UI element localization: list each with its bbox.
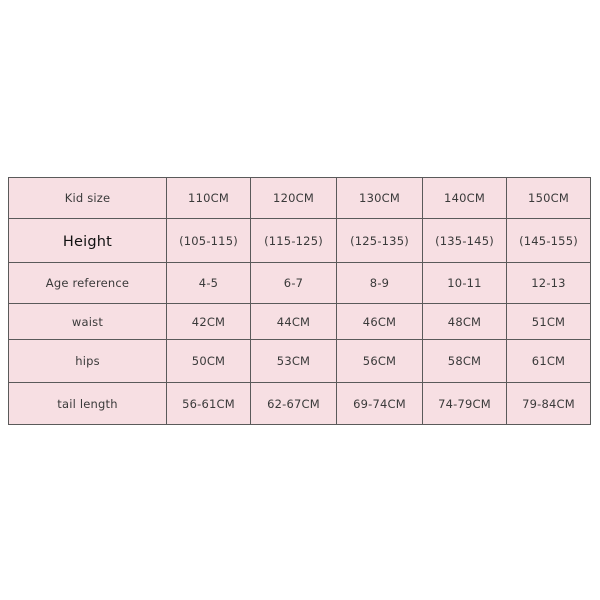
table-cell: (115-125) — [251, 219, 337, 263]
row-label-kid-size: Kid size — [9, 178, 167, 219]
table-cell: 44CM — [251, 304, 337, 340]
row-label-tail-length: tail length — [9, 383, 167, 425]
table-cell: (125-135) — [337, 219, 423, 263]
table-cell: 8-9 — [337, 263, 423, 304]
table-cell: 50CM — [167, 340, 251, 383]
table-cell: 140CM — [423, 178, 507, 219]
table-cell: (135-145) — [423, 219, 507, 263]
table-cell: 62-67CM — [251, 383, 337, 425]
table-cell: 58CM — [423, 340, 507, 383]
table-cell: 46CM — [337, 304, 423, 340]
table-row-age-reference — [9, 263, 591, 304]
table-cell: 53CM — [251, 340, 337, 383]
table-cell: 79-84CM — [507, 383, 591, 425]
table-cell: (145-155) — [507, 219, 591, 263]
table-cell: 56-61CM — [167, 383, 251, 425]
table-cell: 10-11 — [423, 263, 507, 304]
table-cell: 48CM — [423, 304, 507, 340]
row-label-hips: hips — [9, 340, 167, 383]
table-row-kid-size — [9, 178, 591, 219]
table-cell: 12-13 — [507, 263, 591, 304]
table-cell: (105-115) — [167, 219, 251, 263]
size-chart-table — [8, 177, 591, 425]
row-label-age-reference: Age reference — [9, 263, 167, 304]
table-cell: 150CM — [507, 178, 591, 219]
row-label-height: Height — [9, 219, 167, 263]
table-cell: 51CM — [507, 304, 591, 340]
row-label-waist: waist — [9, 304, 167, 340]
table-row-waist — [9, 304, 591, 340]
table-cell: 120CM — [251, 178, 337, 219]
table-row-tail-length — [9, 383, 591, 425]
table-cell: 61CM — [507, 340, 591, 383]
table-cell: 42CM — [167, 304, 251, 340]
table-cell: 56CM — [337, 340, 423, 383]
table-row-hips — [9, 340, 591, 383]
table-cell: 6-7 — [251, 263, 337, 304]
table-cell: 130CM — [337, 178, 423, 219]
table-cell: 110CM — [167, 178, 251, 219]
table-row-height — [9, 219, 591, 263]
table-cell: 74-79CM — [423, 383, 507, 425]
table-cell: 4-5 — [167, 263, 251, 304]
table-cell: 69-74CM — [337, 383, 423, 425]
